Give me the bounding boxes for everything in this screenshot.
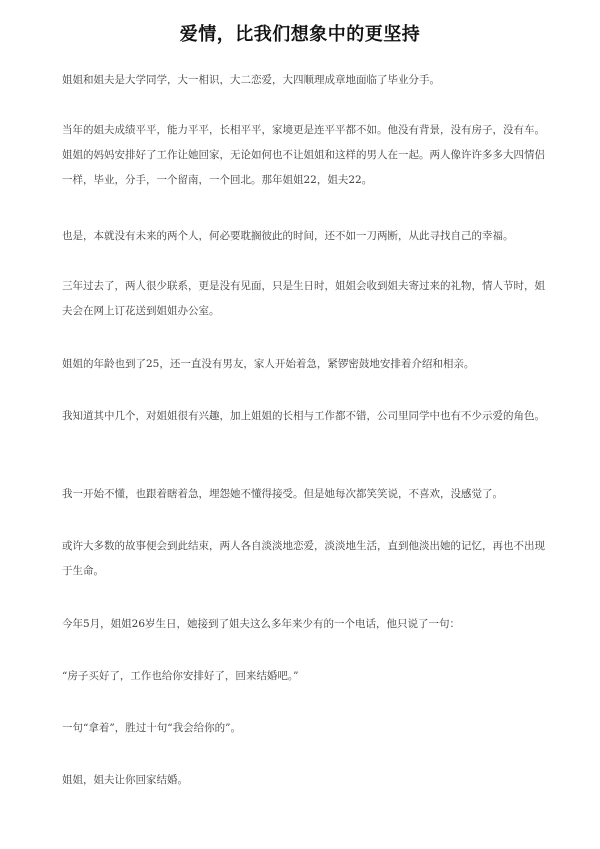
paragraph-5: 姐姐的年龄也到了25，还一直没有男友，家人开始着急，紧锣密鼓地安排着介绍和相亲。 [62,358,475,370]
paragraph-3: 也是，本就没有未来的两个人，何必要耽搁彼此的时间，还不如一刀两断，从此寻找自己的幸福。 [62,230,514,242]
paragraph-10: “房子买好了，工作也给你安排好了，回来结婚吧。” [62,670,299,682]
paragraph-1: 姐姐和姐夫是大学同学，大一相识，大二恋爱，大四顺理成章地面临了毕业分手。 [62,74,440,86]
paragraph-11: 一句“拿着”，胜过十句“我会给你的”。 [62,722,241,734]
paragraph-2: 当年的姐夫成绩平平，能力平平，长相平平，家境更是连平平都不如。他没有背景，没有房子，没有车。姐姐的妈妈安排好了工作让她回家，无论如何也不让姐姐和这样的男人在一起。两人像许许多多大四情侣一样，毕业，分手，一个留南，一个回北。那年姐姐22，姐夫22。 [62,124,545,186]
paragraph-12: 姐姐，姐夫让你回家结婚。 [62,774,188,786]
paragraph-8: 或许大多数的故事便会到此结束，两人各自淡淡地恋爱，淡淡地生活，直到他淡出她的记忆，再也不出现于生命。 [62,540,545,577]
article-title: 爱情，比我们想象中的更坚持 [179,24,421,45]
paragraph-4: 三年过去了，两人很少联系，更是没有见面，只是生日时，姐姐会收到姐夫寄过来的礼物，情人节时，姐夫会在网上订花送到姐姐办公室。 [62,280,545,317]
paragraph-9: 今年5月，姐姐26岁生日，她接到了姐夫这么多年来少有的一个电话，他只说了一句： [62,618,461,630]
paragraph-6: 我知道其中几个，对姐姐很有兴趣，加上姐姐的长相与工作都不错，公司里同学中也有不少示爱的角色。 [62,410,545,422]
paragraph-7: 我一开始不懂，也跟着瞎着急，埋怨她不懂得接受。但是她每次都笑笑说，不喜欢，没感觉了。 [62,488,503,500]
